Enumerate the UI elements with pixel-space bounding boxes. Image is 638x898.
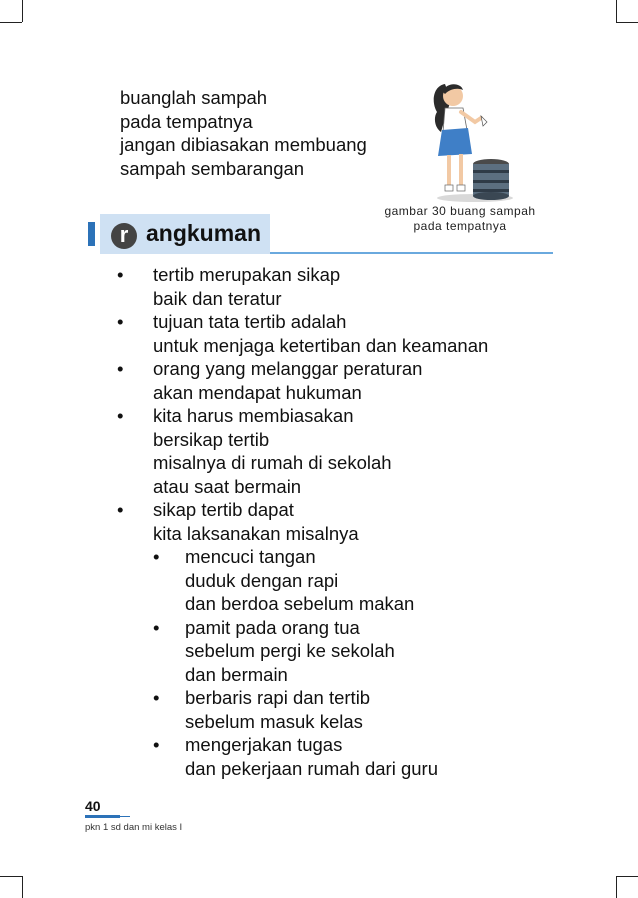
intro-text — [120, 86, 367, 180]
sub-list — [153, 545, 488, 780]
sub-list-item-line: mengerjakan tugas — [185, 734, 343, 755]
heading-divider — [270, 252, 553, 254]
summary-list — [113, 263, 488, 780]
heading-accent-bar — [88, 222, 95, 246]
section-heading: angkuman — [146, 220, 262, 246]
list-item-line: tujuan tata tertib adalah — [153, 311, 347, 332]
sub-list-item-line: duduk dengan rapi — [185, 569, 339, 591]
book-title: pkn 1 sd dan mi kelas I — [85, 822, 183, 833]
crop-mark-bottom-left-v — [22, 876, 23, 898]
list-item-line: bersikap tertib — [153, 428, 270, 450]
footer-rule — [85, 815, 120, 818]
caption-line: gambar 30 buang sampah — [384, 204, 536, 218]
bullet: • — [153, 546, 160, 567]
list-item-line: tertib merupakan sikap — [153, 264, 341, 285]
heading-badge: r — [111, 223, 137, 249]
intro-line: buanglah sampah — [120, 87, 268, 108]
bullet: • — [117, 358, 124, 379]
sub-list-item-line: pamit pada orang tua — [185, 616, 360, 638]
crop-mark-top-right-v — [616, 0, 617, 22]
sub-list-item-line: dan bermain — [185, 663, 288, 685]
crop-mark-top-right-h — [616, 22, 638, 23]
bullet: • — [153, 687, 160, 708]
crop-mark-bottom-left-h — [0, 876, 22, 877]
list-item — [113, 310, 488, 357]
list-item-line: orang yang melanggar peraturan — [153, 358, 423, 379]
crop-mark-bottom-right-v — [616, 876, 617, 898]
bullet: • — [117, 499, 124, 520]
list-item-line: atau saat bermain — [153, 475, 302, 497]
bullet: • — [117, 405, 124, 426]
crop-mark-top-left-v — [22, 0, 23, 22]
crop-mark-top-left-h — [0, 22, 22, 23]
footer-rule-thin — [120, 816, 130, 817]
page-number: 40 — [85, 798, 101, 814]
sub-list-item-line: sebelum pergi ke sekolah — [185, 640, 395, 661]
list-item-line: baik dan teratur — [153, 287, 282, 309]
sub-list-item-line: mencuci tangan — [185, 546, 316, 567]
sub-list-item — [153, 545, 488, 616]
bullet: • — [153, 734, 160, 755]
list-item — [113, 263, 488, 310]
sub-list-item-line: berbaris rapi dan tertib — [185, 687, 371, 708]
list-item — [113, 357, 488, 404]
list-item-line: kita laksanakan misalnya — [153, 522, 359, 544]
sub-list-item — [153, 733, 488, 780]
intro-line: sampah sembarangan — [120, 157, 305, 179]
list-item-line: kita harus membiasakan — [153, 405, 354, 426]
caption-line: pada tempatnya — [413, 219, 507, 233]
crop-mark-bottom-right-h — [616, 876, 638, 877]
list-item-line: sikap tertib dapat — [153, 499, 294, 520]
girl-throwing-trash-illustration — [415, 78, 515, 203]
bullet: • — [117, 264, 124, 285]
bullet: • — [117, 311, 124, 332]
sub-list-item-line: dan berdoa sebelum makan — [185, 593, 415, 614]
list-item — [113, 404, 488, 498]
list-item-line: akan mendapat hukuman — [153, 381, 362, 403]
list-item-line: misalnya di rumah di sekolah — [153, 452, 392, 473]
list-item — [113, 498, 488, 780]
bullet: • — [153, 616, 160, 638]
intro-line: pada tempatnya — [120, 110, 253, 132]
sub-list-item — [153, 686, 488, 733]
figure-caption — [360, 204, 560, 234]
sub-list-item-line: sebelum masuk kelas — [185, 710, 363, 732]
list-item-line: untuk menjaga ketertiban dan keamanan — [153, 334, 489, 356]
sub-list-item — [153, 616, 488, 687]
sub-list-item-line: dan pekerjaan rumah dari guru — [185, 757, 438, 779]
intro-line: jangan dibiasakan membuang — [120, 134, 367, 155]
